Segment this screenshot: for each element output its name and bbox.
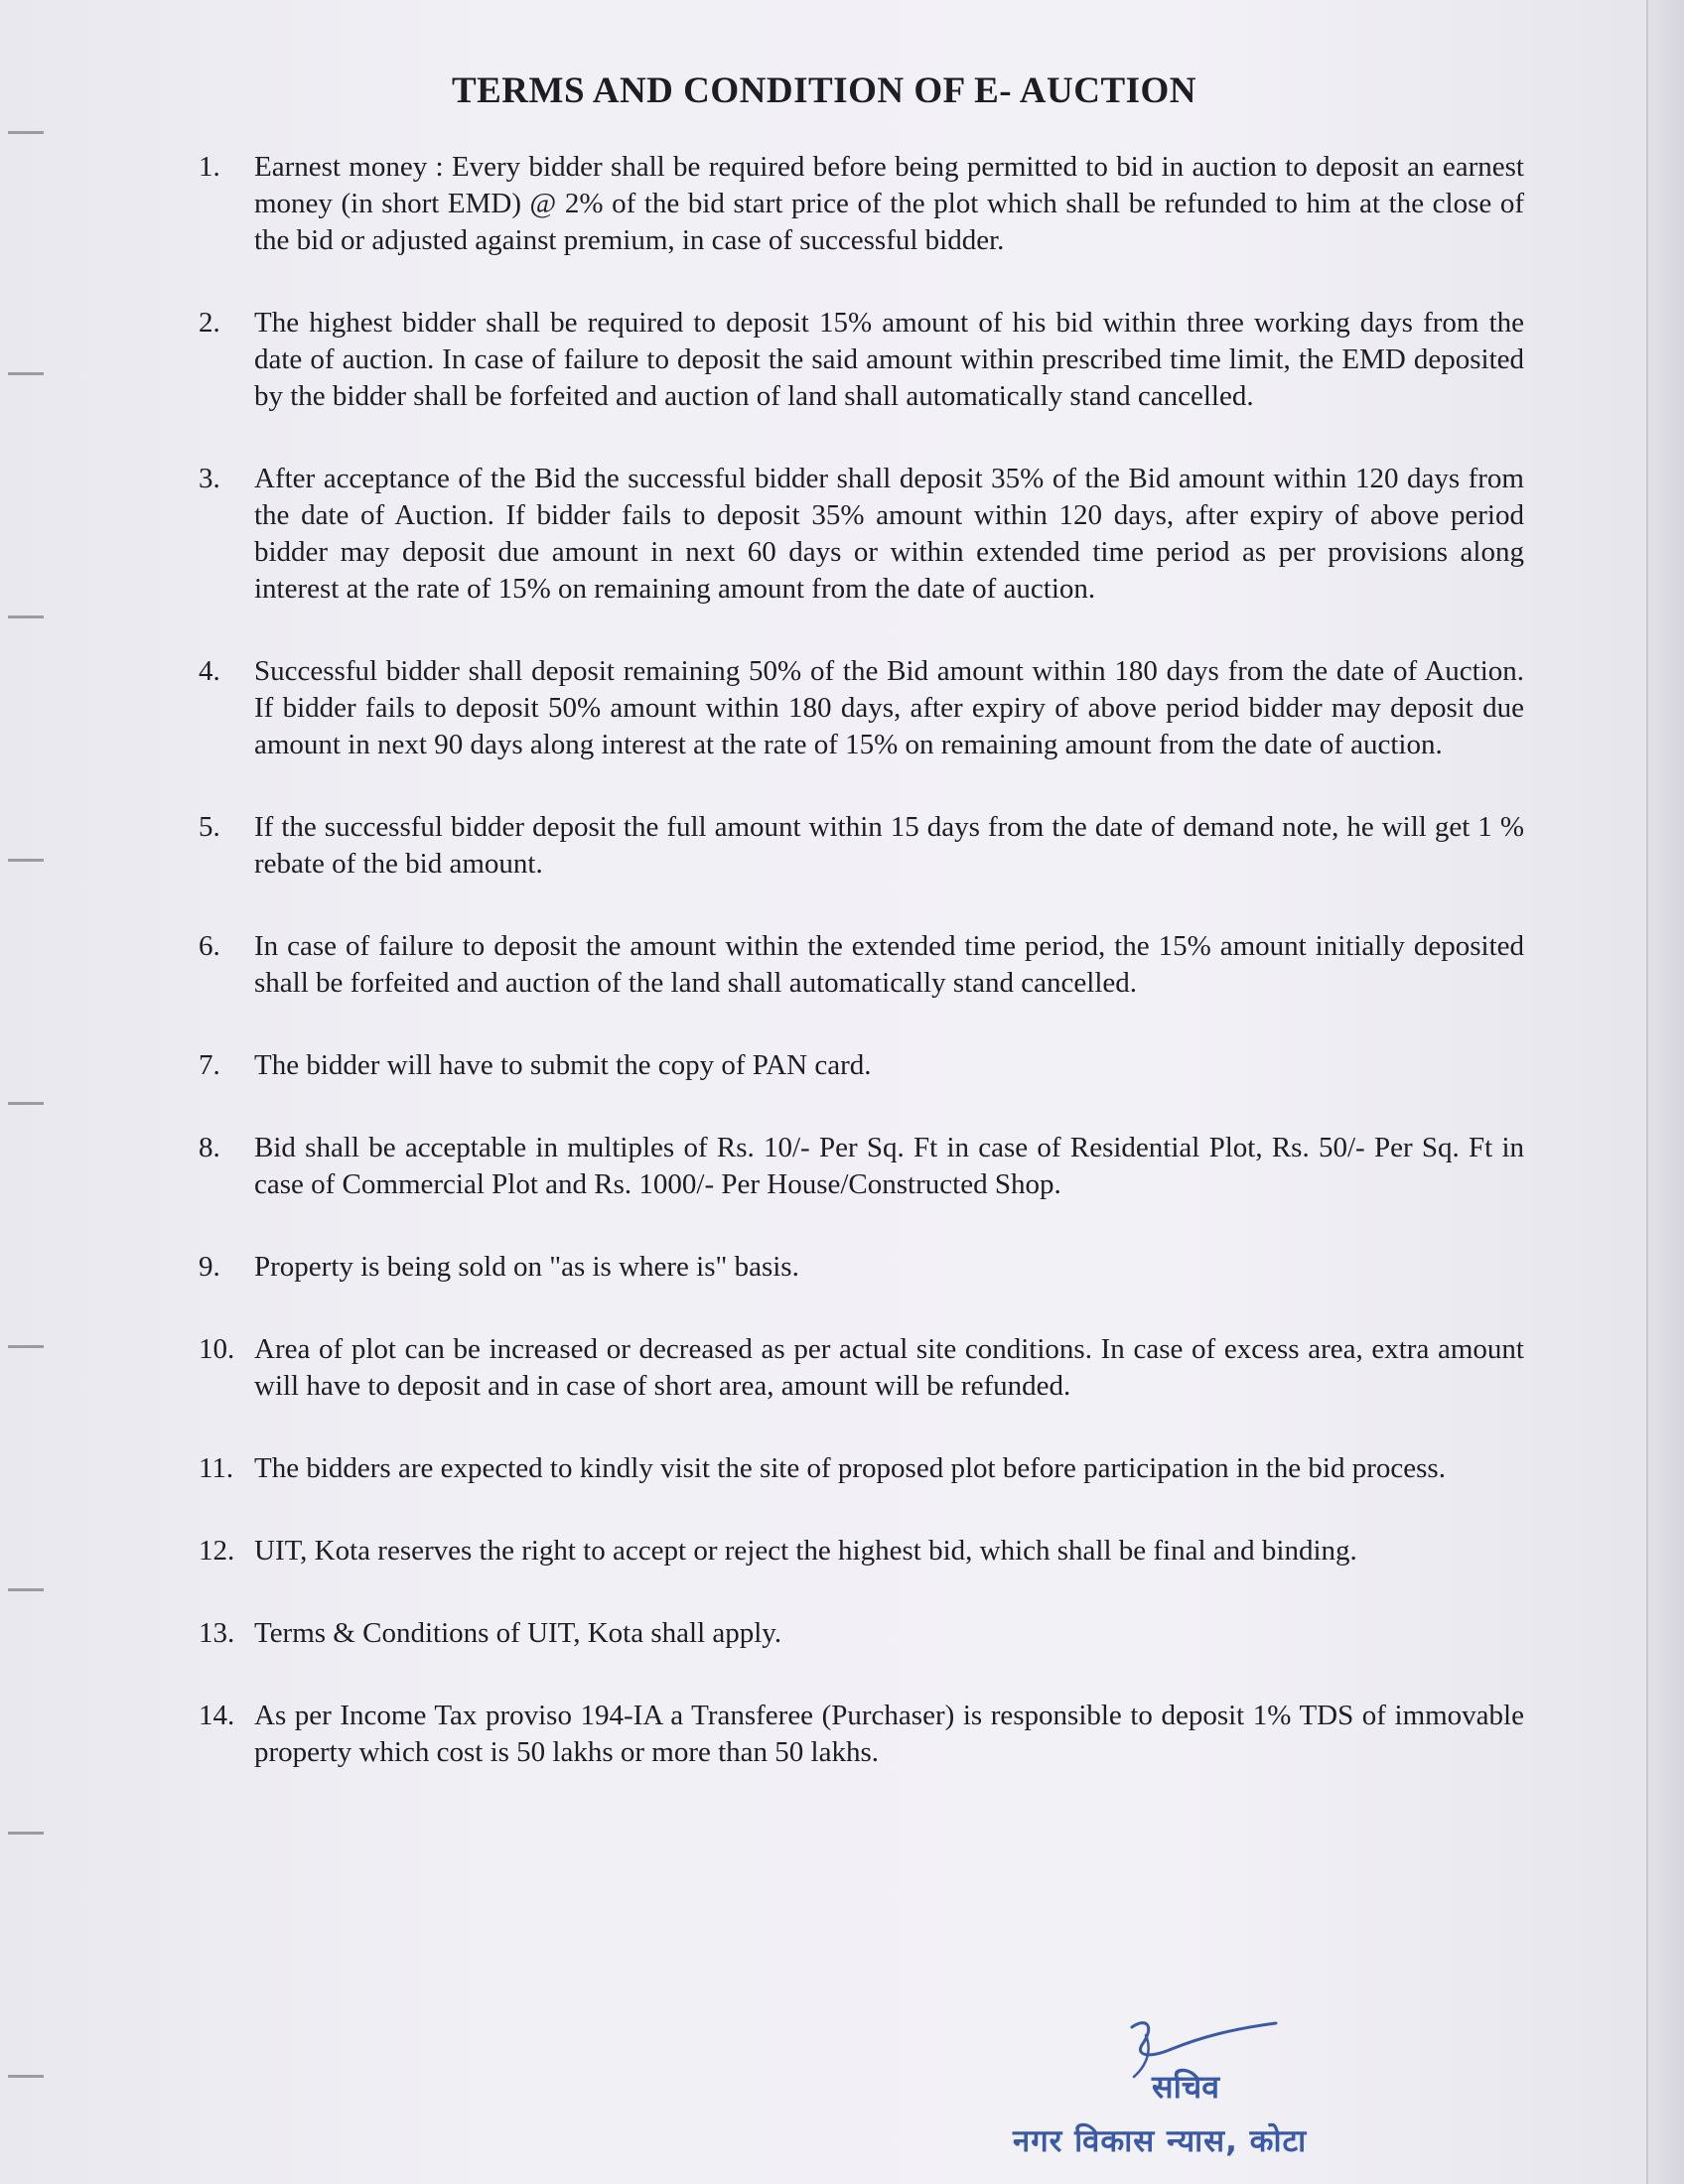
term-number: 6.	[199, 930, 220, 962]
term-text: As per Income Tax proviso 194-IA a Transferee (Purchaser) is responsible to deposit 1% TDS of immovable property which cost is 50 lakhs or more than 50 lakhs.	[254, 1700, 1524, 1768]
term-text: If the successful bidder deposit the full amount within 15 days from the date of demand note, he will get 1 % rebate of the bid amount.	[254, 811, 1524, 880]
term-text: After acceptance of the Bid the successful bidder shall deposit 35% of the Bid amount within 120 days from the date of Auction. If bidder fails to deposit 35% amount within 120 days, after expiry of above period bidder may deposit due amount in next 60 days or within extended time period as per provisions along interest at the rate of 15% on remaining amount from the date of auction.	[254, 463, 1524, 605]
term-item	[199, 1533, 1524, 1570]
term-text: The bidder will have to submit the copy of PAN card.	[254, 1049, 872, 1081]
term-number: 4.	[199, 655, 220, 687]
term-text: In case of failure to deposit the amount within the extended time period, the 15% amount initially deposited shall be forfeited and auction of the land shall automatically stand cancelled.	[254, 930, 1524, 999]
term-text: Terms & Conditions of UIT, Kota shall apply.	[254, 1617, 782, 1649]
term-number: 2.	[199, 307, 220, 339]
term-number: 10.	[199, 1333, 235, 1365]
term-text: The highest bidder shall be required to deposit 15% amount of his bid within three working days from the date of auction. In case of failure to deposit the said amount within prescribed time limit, the EMD deposited by the bidder shall be forfeited and auction of land shall automatically stand cancelled.	[254, 307, 1524, 412]
term-text: Area of plot can be increased or decreased as per actual site conditions. In case of excess area, extra amount will have to deposit and in case of short area, amount will be refunded.	[254, 1333, 1524, 1402]
term-item	[199, 461, 1524, 608]
term-number: 1.	[199, 151, 220, 183]
term-text: UIT, Kota reserves the right to accept or reject the highest bid, which shall be final and binding.	[254, 1535, 1357, 1567]
punch-mark	[8, 1102, 44, 1105]
term-item	[199, 1249, 1524, 1286]
term-number: 11.	[199, 1452, 234, 1484]
term-number: 5.	[199, 811, 220, 843]
punch-mark	[8, 615, 44, 618]
punch-mark	[8, 372, 44, 375]
punch-mark	[8, 1832, 44, 1835]
office-stamp: नगर विकास न्यास, कोटा	[1013, 2123, 1308, 2159]
term-item	[199, 653, 1524, 763]
term-text: Earnest money : Every bidder shall be required before being permitted to bid in auction to deposit an earnest money (in short EMD) @ 2% of the bid start price of the plot which shall be refunded to him at the close of the bid or adjusted against premium, in case of successful bidder.	[254, 151, 1524, 256]
term-item	[199, 1047, 1524, 1084]
term-number: 9.	[199, 1251, 220, 1283]
term-text: The bidders are expected to kindly visit the site of proposed plot before participation in the bid process.	[254, 1452, 1446, 1484]
page-edge	[1646, 0, 1684, 2184]
punch-mark	[8, 1588, 44, 1591]
term-number: 12.	[199, 1535, 235, 1567]
punch-mark	[8, 1345, 44, 1348]
term-item	[199, 928, 1524, 1002]
term-number: 14.	[199, 1700, 235, 1731]
signature-stamp	[1013, 2015, 1430, 2174]
term-item	[199, 1331, 1524, 1405]
punch-mark	[8, 859, 44, 862]
term-number: 13.	[199, 1617, 235, 1649]
term-number: 8.	[199, 1132, 220, 1163]
term-item	[199, 149, 1524, 259]
term-item	[199, 1615, 1524, 1652]
punch-mark	[8, 131, 44, 134]
term-number: 3.	[199, 463, 220, 494]
terms-list	[199, 149, 1524, 1771]
punch-mark	[8, 2075, 44, 2078]
term-item	[199, 305, 1524, 415]
signature-designation: सचिव	[1152, 2068, 1220, 2106]
term-item	[199, 809, 1524, 883]
term-text: Property is being sold on "as is where is" basis.	[254, 1251, 799, 1283]
term-number: 7.	[199, 1049, 220, 1081]
term-item	[199, 1698, 1524, 1771]
term-text: Successful bidder shall deposit remaining 50% of the Bid amount within 180 days from the date of Auction. If bidder fails to deposit 50% amount within 180 days, after expiry of above period bidder may deposit due amount in next 90 days along interest at the rate of 15% on remaining amount from the date of auction.	[254, 655, 1524, 760]
term-text: Bid shall be acceptable in multiples of Rs. 10/- Per Sq. Ft in case of Residential Plot, Rs. 50/- Per Sq. Ft in case of Commercial Plot and Rs. 1000/- Per House/Constructed Shop.	[254, 1132, 1524, 1200]
term-item	[199, 1450, 1524, 1487]
term-item	[199, 1130, 1524, 1203]
document-title: TERMS AND CONDITION OF E- AUCTION	[451, 70, 1197, 111]
